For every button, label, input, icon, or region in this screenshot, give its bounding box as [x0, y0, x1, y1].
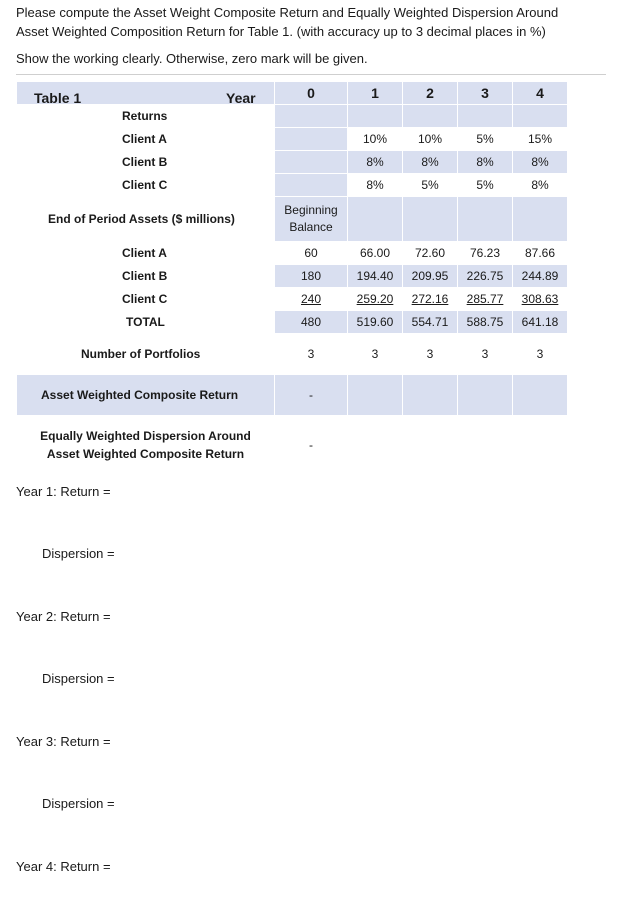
question-line-2: Asset Weighted Composition Return for Table 1. (with accuracy up to 3 decimal places in %): [16, 24, 546, 39]
year-2-dispersion-label: Dispersion =: [42, 671, 115, 686]
awcr-label: Asset Weighted Composite Return: [17, 375, 275, 416]
asset-cell: 272.16: [403, 288, 458, 311]
year-1-dispersion-label: Dispersion =: [42, 546, 115, 561]
question-text: [16, 3, 616, 41]
return-cell: 8%: [403, 151, 458, 174]
table-row: [17, 151, 568, 174]
instruction-text: Show the working clearly. Otherwise, zero mark will be given.: [16, 51, 368, 66]
year-1-return-label: Year 1: Return =: [16, 484, 111, 499]
portfolio-cell: 3: [403, 334, 458, 375]
asset-cell: 209.95: [403, 265, 458, 288]
year-3-header: 3: [458, 82, 513, 105]
asset-cell: 285.77: [458, 288, 513, 311]
return-cell: 8%: [348, 174, 403, 197]
return-cell: 8%: [348, 151, 403, 174]
portfolio-cell: 3: [348, 334, 403, 375]
table-row: [17, 265, 568, 288]
table-1: [16, 81, 568, 475]
asset-cell: 308.63: [513, 288, 568, 311]
returns-label-row: [17, 105, 568, 128]
divider: [16, 74, 606, 75]
assets-label: End of Period Assets ($ millions): [17, 197, 275, 242]
table-row: [17, 288, 568, 311]
table-row: [17, 242, 568, 265]
beginning-balance-label: Beginning Balance: [275, 197, 348, 242]
return-cell: 5%: [458, 128, 513, 151]
total-cell: 480: [275, 311, 348, 334]
table-header-row: [17, 82, 568, 105]
table-row: [17, 174, 568, 197]
assets-client-a-label: Client A: [17, 242, 275, 265]
return-cell: 8%: [513, 151, 568, 174]
year-label: Year: [226, 90, 256, 106]
returns-client-b-label: Client B: [17, 151, 275, 174]
asset-cell: 66.00: [348, 242, 403, 265]
table-title-cell: [17, 82, 275, 105]
portfolios-label: Number of Portfolios: [17, 334, 275, 375]
assets-total-label: TOTAL: [17, 311, 275, 334]
assets-label-row: [17, 197, 568, 242]
portfolio-cell: 3: [458, 334, 513, 375]
year-4-header: 4: [513, 82, 568, 105]
portfolio-cell: 3: [513, 334, 568, 375]
question-line-1: Please compute the Asset Weight Composite Return and Equally Weighted Dispersion Around: [16, 5, 559, 20]
portfolios-row: [17, 334, 568, 375]
total-cell: 554.71: [403, 311, 458, 334]
return-cell: 10%: [403, 128, 458, 151]
year-0-header: 0: [275, 82, 348, 105]
table-row: [17, 128, 568, 151]
returns-client-c-label: Client C: [17, 174, 275, 197]
asset-cell: 60: [275, 242, 348, 265]
year-2-return-label: Year 2: Return =: [16, 609, 111, 624]
asset-cell: 244.89: [513, 265, 568, 288]
returns-client-a-label: Client A: [17, 128, 275, 151]
asset-cell: 87.66: [513, 242, 568, 265]
table-row: [17, 311, 568, 334]
dispersion-label: Equally Weighted Dispersion Around Asset Weighted Composite Return: [17, 416, 275, 475]
asset-cell: 259.20: [348, 288, 403, 311]
return-cell: 5%: [458, 174, 513, 197]
asset-cell: 180: [275, 265, 348, 288]
table-title: Table 1: [34, 90, 82, 106]
asset-cell: 240: [275, 288, 348, 311]
year-3-dispersion-label: Dispersion =: [42, 796, 115, 811]
total-cell: 519.60: [348, 311, 403, 334]
assets-client-c-label: Client C: [17, 288, 275, 311]
assets-client-b-label: Client B: [17, 265, 275, 288]
year-3-return-label: Year 3: Return =: [16, 734, 111, 749]
return-cell: 15%: [513, 128, 568, 151]
portfolio-cell: 3: [275, 334, 348, 375]
asset-cell: 76.23: [458, 242, 513, 265]
awcr-year-0: -: [275, 375, 348, 416]
dispersion-year-0: -: [275, 416, 348, 475]
year-1-header: 1: [348, 82, 403, 105]
year-2-header: 2: [403, 82, 458, 105]
asset-cell: 226.75: [458, 265, 513, 288]
return-cell: 5%: [403, 174, 458, 197]
dispersion-row: [17, 416, 568, 475]
return-cell: 8%: [458, 151, 513, 174]
total-cell: 588.75: [458, 311, 513, 334]
year-4-return-label: Year 4: Return =: [16, 859, 111, 874]
total-cell: 641.18: [513, 311, 568, 334]
return-cell: 8%: [513, 174, 568, 197]
awcr-row: [17, 375, 568, 416]
asset-cell: 194.40: [348, 265, 403, 288]
return-cell: 10%: [348, 128, 403, 151]
asset-cell: 72.60: [403, 242, 458, 265]
returns-label: Returns: [17, 105, 275, 128]
